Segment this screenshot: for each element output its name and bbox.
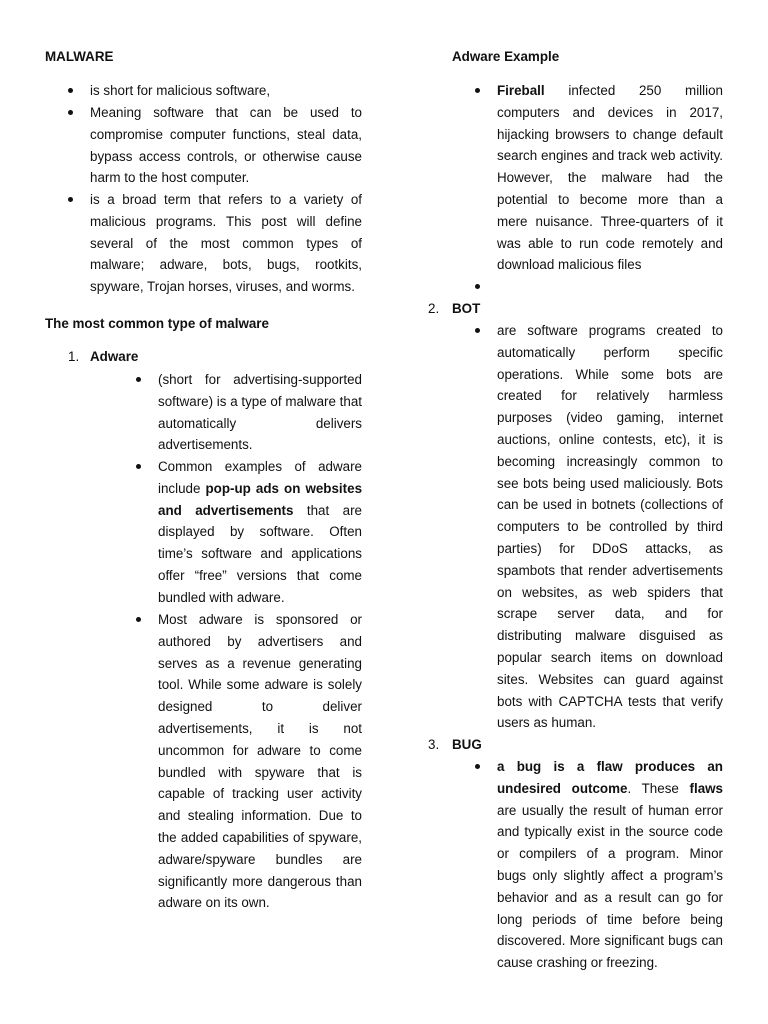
- common-types-heading: The most common type of malware: [45, 316, 269, 331]
- bullet-icon: [136, 464, 141, 469]
- intro-bullet-3: is a broad term that refers to a variety of malicious programs. This post will define several of the most common types of malware; adware, bots, bugs, rootkits, spyware, Trojan horses, viruses, and worms.: [90, 192, 362, 295]
- bug-number: 3.: [428, 737, 440, 752]
- bullet-icon: [475, 764, 480, 769]
- malware-heading: MALWARE: [45, 49, 114, 64]
- bullet-icon: [475, 328, 480, 333]
- fireball-bold: Fireball: [497, 83, 545, 98]
- bot-bullet: are software programs created to automatically perform specific operations. While some bots are created for relatively harmless purposes (video gaming, internet auctions, online contests, etc), it is becoming increasingly common to see bots being used maliciously. Bots can be used in botnets (collections of computers to be controlled by third parties) for DDoS attacks, as spambots that render advertisements on websites, as web spiders that scrape server data, and for distributing malware disguised as popular search items on download sites. Websites can guard against bots with CAPTCHA tests that verify users as human.: [497, 323, 723, 731]
- adware-example-heading: Adware Example: [452, 49, 560, 64]
- bullet-icon: [68, 197, 73, 202]
- adware-bullet-2: Common examples of adware include pop-up ads on websites and advertisements that are displayed by software. Often time’s software and applications offer “free” versions that come bundled with adware.: [158, 459, 363, 605]
- bug-bold-flaws: flaws: [689, 780, 724, 796]
- adware-title: Adware: [90, 349, 139, 364]
- adware-bullet-1: (short for advertising-supported software) is a type of malware that automatically delivers advertisements.: [158, 372, 362, 453]
- fireball-bullet: Fireball infected 250 million computers and devices in 2017, hijacking browsers to change default search engines and track web activity. However, the malware had the potential to become more than a mere nuisance. Three-quarters of it was able to run code remotely and download malicious files: [497, 83, 723, 273]
- adware-bullet-3: Most adware is sponsored or authored by advertisers and serves as a revenue generating tool. While some adware is solely designed to deliver advertisements, it is not uncommon for adware to come bundled with spyware that is capable of tracking user activity and stealing information. Due to the added capabilities of spyware, adware/spyware bundles are significantly more dangerous than adware on its own.: [158, 612, 362, 911]
- intro-bullet-2: Meaning software that can be used to compromise computer functions, steal data, bypass access controls, or otherwise cause harm to the host computer.: [90, 105, 362, 186]
- bullet-icon: [68, 110, 73, 115]
- bug-bullet: a bug is a flaw produces an undesired outcome. These flaws are usually the result of human error and typically exist in the source code or compilers of a program. Minor bugs only slightly affect a program’s behavior and as a result can go for long periods of time before being discovered. More significant bugs can cause crashing or freezing.: [497, 759, 724, 971]
- bot-title: BOT: [452, 301, 481, 316]
- adware-bold-phrase: pop-up ads on websites and advertisements: [158, 480, 363, 518]
- bullet-icon: [136, 377, 141, 382]
- adware-number: 1.: [68, 349, 80, 364]
- bullet-icon: [475, 88, 480, 93]
- bug-title: BUG: [452, 737, 482, 752]
- intro-bullet-1: is short for malicious software,: [90, 83, 271, 98]
- bullet-icon: [68, 88, 73, 93]
- bug-bold-lead: a bug is a flaw produces an undesired outcome: [497, 759, 723, 796]
- bot-number: 2.: [428, 301, 440, 316]
- empty-bullet-icon: [475, 284, 480, 289]
- bullet-icon: [136, 617, 141, 622]
